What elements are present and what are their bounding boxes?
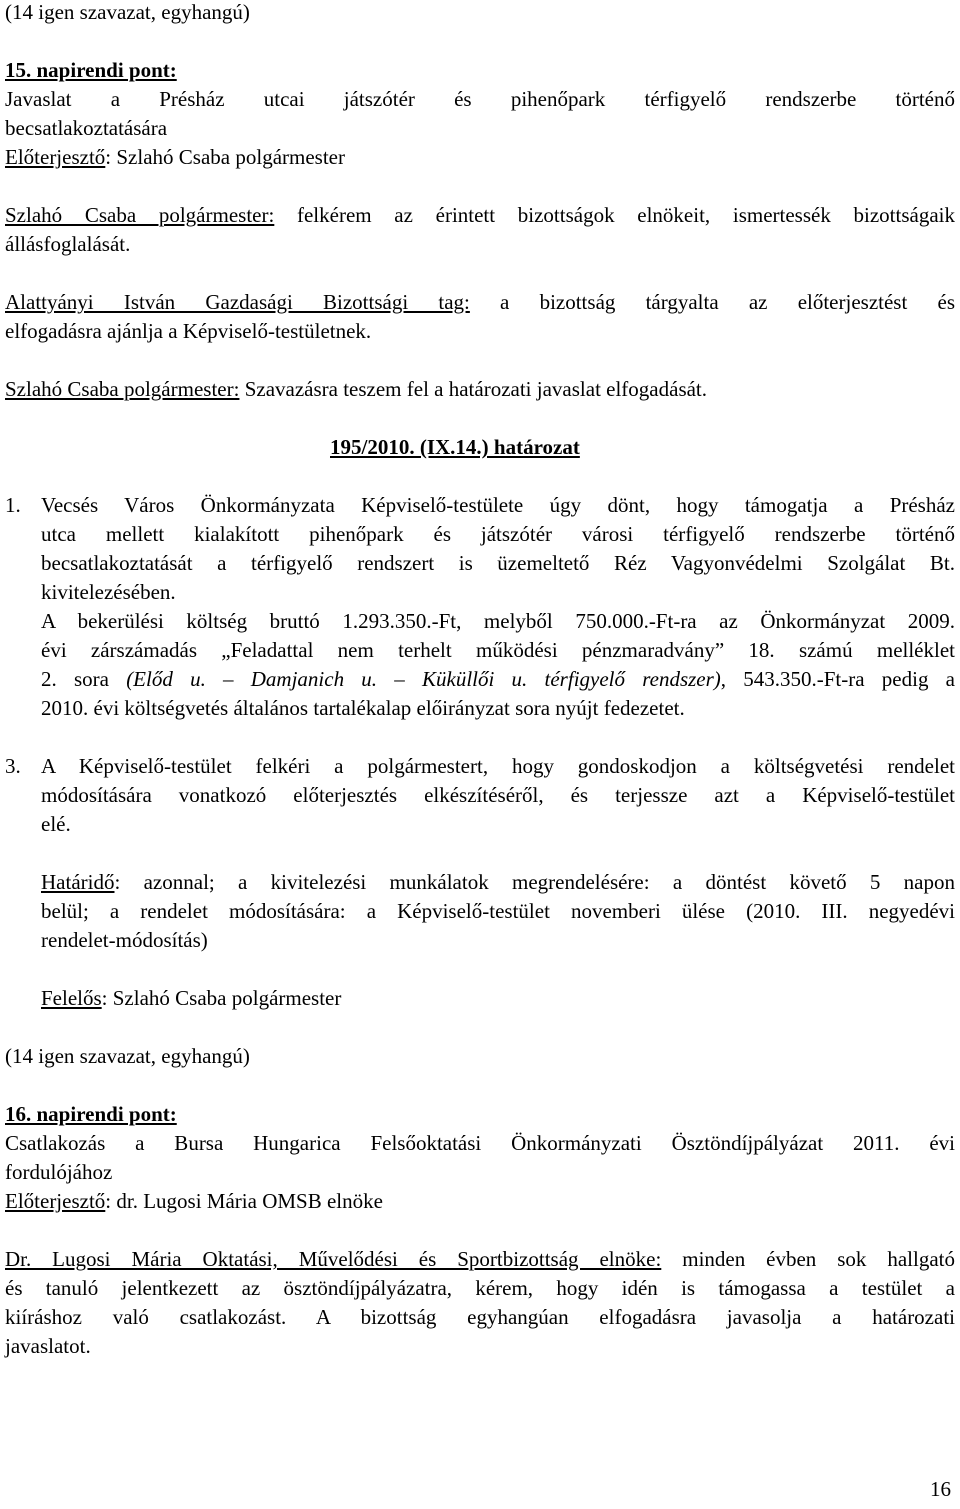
agenda-item-15-title-line: becsatlakoztatására [5, 116, 168, 140]
agenda-item-16-presenter [5, 1189, 383, 1213]
presenter-name: : dr. Lugosi Mária OMSB elnöke [105, 1189, 383, 1213]
resolution-point-1-line: kivitelezésében. [41, 580, 176, 604]
resolution-point-2-line: 2010. évi költségvetés általános tartalékalap előirányzat sora nyújt fedezetet. [41, 696, 685, 720]
resolution-point-1-line: Vecsés Város Önkormányzata Képviselő-testülete úgy dönt, hogy támogatja a Présház [41, 493, 955, 517]
resolution-point-number: 3. [5, 754, 21, 778]
resolution-point-3-line: A Képviselő-testület felkéri a polgármestert, hogy gondoskodjon a költségvetési rendelet [41, 754, 955, 778]
committee-chair-statement-cont: kiíráshoz való csatlakozást. A bizottság egyhangúan elfogadásra javasolja a határozati [5, 1305, 955, 1329]
agenda-item-16-title-line: fordulójához [5, 1160, 113, 1184]
vote-result-previous: (14 igen szavazat, egyhangú) [5, 0, 250, 24]
deadline [41, 870, 955, 894]
text-part: , 543.350.-Ft-ra pedig a [720, 667, 955, 691]
resolution-point-number: 1. [5, 493, 21, 517]
agenda-item-15-heading: 15. napirendi pont: [5, 58, 177, 82]
mayor-vote-call [5, 377, 707, 401]
deadline-label: Határidő [41, 870, 115, 894]
resolution-point-3-line: módosítására vonatkozó előterjesztés elkészítéséről, és terjessze azt a Képviselő-testület [41, 783, 955, 807]
resolution-number: 195/2010. (IX.14.) határozat [330, 435, 580, 459]
resolution-point-1-line: becsatlakoztatását a térfigyelő rendszert is üzemeltető Réz Vagyonvédelmi Szolgálat Bt. [41, 551, 955, 575]
speaker-label: Szlahó Csaba polgármester: [5, 377, 240, 401]
speaker-label: Alattyányi István Gazdasági Bizottsági tag: [5, 290, 470, 314]
agenda-item-16-heading: 16. napirendi pont: [5, 1102, 177, 1126]
statement-text: felkérem az érintett bizottságok elnökeit, ismertessék bizottságaik [274, 203, 955, 227]
committee-chair-statement-cont: javaslatot. [5, 1334, 91, 1358]
presenter-label: Előterjesztő [5, 145, 106, 169]
street-list-italic: (Előd u. – Damjanich u. – Küküllői u. térfigyelő rendszer) [126, 667, 721, 691]
resolution-point-2-line: A bekerülési költség bruttó 1.293.350.-Ft, melyből 750.000.-Ft-ra az Önkormányzat 2009. [41, 609, 955, 633]
presenter-name: : Szlahó Csaba polgármester [105, 145, 345, 169]
statement-text: Szavazásra teszem fel a határozati javaslat elfogadását. [239, 377, 708, 401]
speaker-label: Szlahó Csaba polgármester: [5, 203, 275, 227]
agenda-item-15-presenter [5, 145, 345, 169]
statement-text: minden évben sok hallgató [661, 1247, 955, 1271]
responsible-label: Felelős [41, 986, 102, 1010]
committee-chair-statement [5, 1247, 955, 1271]
agenda-item-16-title-line: Csatlakozás a Bursa Hungarica Felsőoktatási Önkormányzati Ösztöndíjpályázat 2011. évi [5, 1131, 955, 1155]
mayor-statement-cont: állásfoglalását. [5, 232, 131, 256]
resolution-point-3-line: elé. [41, 812, 71, 836]
deadline-text: : azonnal; a kivitelezési munkálatok megrendelésére: a döntést követő 5 napon [114, 870, 955, 894]
committee-member-statement-cont: elfogadásra ajánlja a Képviselő-testületnek. [5, 319, 372, 343]
mayor-statement [5, 203, 955, 227]
resolution-point-1-line: utca mellett kialakított pihenőpark és játszótér városi térfigyelő rendszerbe történő [41, 522, 955, 546]
committee-chair-statement-cont: és tanuló jelentkezett az ösztöndíjpályázatra, kérem, hogy idén is támogassa a testület a [5, 1276, 955, 1300]
resolution-point-2-line [41, 667, 955, 691]
resolution-point-2-line: évi zárszámadás „Feladattal nem terhelt működési pénzmaradvány” 18. számú melléklet [41, 638, 955, 662]
deadline-cont: belül; a rendelet módosítására: a Képviselő-testület novemberi ülése (2010. III. negyedévi [41, 899, 955, 923]
vote-result: (14 igen szavazat, egyhangú) [5, 1044, 250, 1068]
text-part: 2. sora [41, 667, 127, 691]
deadline-cont: rendelet-módosítás) [41, 928, 208, 952]
committee-member-statement [5, 290, 955, 314]
speaker-label: Dr. Lugosi Mária Oktatási, Művelődési és Sportbizottság elnöke: [5, 1247, 662, 1271]
responsible-text: : Szlahó Csaba polgármester [101, 986, 342, 1010]
page-number: 16 [930, 1477, 951, 1501]
presenter-label: Előterjesztő [5, 1189, 106, 1213]
responsible [41, 986, 341, 1010]
statement-text: a bizottság tárgyalta az előterjesztést és [469, 290, 955, 314]
agenda-item-15-title-line: Javaslat a Présház utcai játszótér és pihenőpark térfigyelő rendszerbe történő [5, 87, 955, 111]
